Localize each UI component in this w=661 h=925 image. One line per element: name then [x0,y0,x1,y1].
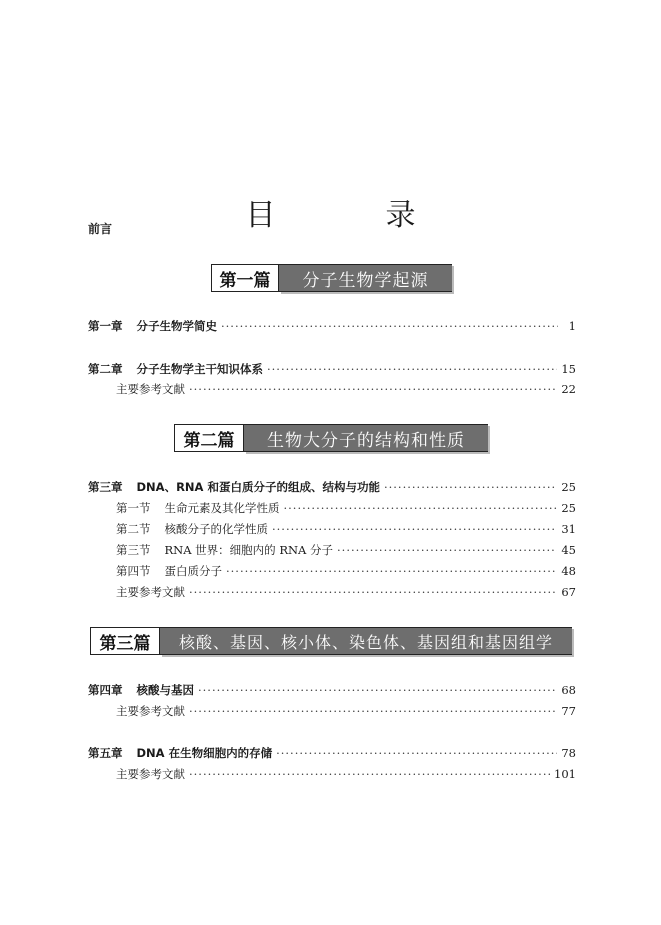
section-number: 第一节 [116,501,151,515]
dot-leader [272,522,557,536]
page-number: 22 [561,382,576,396]
part-banner-3 [90,627,572,655]
chapter-title: 分子生物学主干知识体系 [136,362,263,376]
dot-leader [198,683,557,697]
toc-entry-references[interactable] [116,584,576,600]
chapter-number: 第二章 [88,362,123,376]
dot-leader [226,564,557,578]
section-title: 蛋白质分子 [164,564,222,578]
references-title: 主要参考文献 [116,382,185,396]
part-number: 第二篇 [174,424,244,452]
page-number: 45 [561,543,576,557]
page-number: 15 [561,362,576,376]
page-number: 31 [561,522,576,536]
toc-entry-section-4[interactable] [116,563,576,579]
page-number: 101 [554,767,576,781]
part-title: 生物大分子的结构和性质 [244,424,488,452]
dot-leader [189,704,557,718]
references-title: 主要参考文献 [116,767,185,781]
part-number: 第一篇 [211,264,279,292]
dot-leader [221,319,558,333]
chapter-number: 第一章 [88,319,123,333]
dot-leader [189,585,557,599]
section-number: 第三节 [116,543,151,557]
toc-entry-chapter-4[interactable] [88,682,576,698]
chapter-title: DNA、RNA 和蛋白质分子的组成、结构与功能 [136,480,380,494]
dot-leader [189,767,550,781]
chapter-title: 分子生物学简史 [136,319,217,333]
dot-leader [384,480,557,494]
chapter-number: 第三章 [88,480,123,494]
part-banner-1 [211,264,452,292]
dot-leader [189,382,557,396]
dot-leader [337,543,557,557]
chapter-title: 核酸与基因 [136,683,194,697]
page-number: 77 [561,704,576,718]
section-number: 第二节 [116,522,151,536]
chapter-number: 第五章 [88,746,123,760]
references-title: 主要参考文献 [116,585,185,599]
page-number: 25 [561,480,576,494]
toc-entry-chapter-3[interactable] [88,479,576,495]
toc-entry-section-1[interactable] [116,500,576,516]
page-title: 目 录 [245,198,456,234]
section-title: 核酸分子的化学性质 [164,522,268,536]
toc-entry-references[interactable] [116,381,576,397]
part-title: 分子生物学起源 [279,264,452,292]
dot-leader [284,501,558,515]
toc-entry-section-2[interactable] [116,521,576,537]
toc-entry-chapter-1[interactable] [88,318,576,334]
page-number: 67 [561,585,576,599]
toc-entry-references[interactable] [116,766,576,782]
references-title: 主要参考文献 [116,704,185,718]
toc-entry-section-3[interactable] [116,542,576,558]
preface-entry[interactable]: 前言 [88,222,113,236]
part-title: 核酸、基因、核小体、染色体、基因组和基因组学 [160,627,572,655]
page-number: 48 [561,564,576,578]
toc-entry-references[interactable] [116,703,576,719]
section-title: 生命元素及其化学性质 [164,501,280,515]
dot-leader [267,362,557,376]
chapter-number: 第四章 [88,683,123,697]
part-banner-2 [174,424,488,452]
toc-entry-chapter-5[interactable] [88,745,576,761]
page-number: 68 [561,683,576,697]
toc-entry-chapter-2[interactable] [88,361,576,377]
chapter-title: DNA 在生物细胞内的存储 [136,746,273,760]
dot-leader [276,746,557,760]
section-number: 第四节 [116,564,151,578]
page-number: 25 [561,501,576,515]
page-number: 78 [561,746,576,760]
page-number: 1 [568,319,576,333]
part-number: 第三篇 [90,627,160,655]
section-title: RNA 世界：细胞内的 RNA 分子 [164,543,334,557]
